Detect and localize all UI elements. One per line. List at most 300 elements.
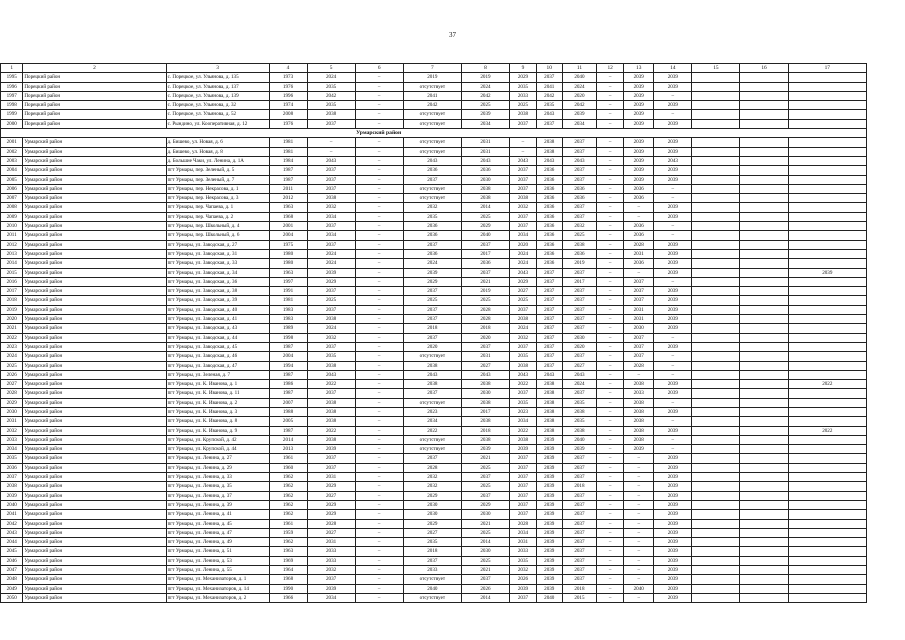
table-cell: 2038	[536, 389, 562, 398]
table-cell: 2039	[624, 73, 654, 82]
table-cell: 2030	[461, 175, 509, 184]
table-cell: –	[597, 463, 624, 472]
table-cell	[788, 463, 866, 472]
table-cell: пгт Урмары, ул. Заводская, д. 46	[166, 352, 269, 361]
table-cell	[692, 426, 740, 435]
table-row	[1, 584, 867, 593]
table-row	[1, 435, 867, 444]
table-cell: пгт Урмары, ул. Заводская, д. 36	[166, 277, 269, 286]
table-cell	[788, 473, 866, 482]
table-cell: 2039	[654, 342, 692, 351]
table-cell	[740, 305, 788, 314]
table-cell: 2037	[510, 593, 537, 602]
table-cell: –	[597, 593, 624, 602]
table-cell	[740, 342, 788, 351]
table-row	[1, 491, 867, 500]
table-cell: –	[597, 231, 624, 240]
table-cell: отсутствует	[403, 184, 461, 193]
table-row	[1, 510, 867, 519]
table-cell: –	[355, 101, 403, 110]
table-cell: 2043	[562, 370, 597, 379]
table-cell: 2039	[654, 566, 692, 575]
page-number: 37	[449, 31, 456, 39]
table-cell: –	[355, 147, 403, 156]
table-cell: 2038	[624, 435, 654, 444]
table-cell: 2037	[536, 119, 562, 128]
table-cell: пгт Урмары, ул. К. Иванова, д. 3	[166, 407, 269, 416]
table-cell: 2043	[536, 370, 562, 379]
table-cell: –	[624, 538, 654, 547]
table-cell: –	[624, 482, 654, 491]
table-cell: 2038	[536, 380, 562, 389]
table-cell	[740, 333, 788, 342]
table-cell	[740, 82, 788, 91]
table-cell: 2029	[510, 73, 537, 82]
table-cell: Урмарский район	[23, 156, 166, 165]
table-row	[1, 389, 867, 398]
table-cell: –	[654, 445, 692, 454]
table-cell: пгт Урмары, ул. Зеленая, д. 7	[166, 370, 269, 379]
table-row	[1, 575, 867, 584]
table-cell: 2026	[1, 370, 23, 379]
table-cell: 2038	[510, 110, 537, 119]
table-cell: 2036	[536, 212, 562, 221]
table-cell	[692, 407, 740, 416]
table-cell	[692, 240, 740, 249]
table-cell: 2038	[510, 435, 537, 444]
table-row	[1, 380, 867, 389]
table-cell: 2032	[403, 482, 461, 491]
table-cell: 2037	[307, 240, 355, 249]
table-cell: 2043	[510, 156, 537, 165]
table-cell: Урмарский район	[23, 305, 166, 314]
table-cell	[692, 370, 740, 379]
table-cell	[740, 584, 788, 593]
table-row	[1, 101, 867, 110]
table-cell: 1963	[269, 268, 307, 277]
table-cell: 2039	[461, 110, 509, 119]
table-cell: Урмарский район	[23, 231, 166, 240]
table-cell: 2031	[307, 538, 355, 547]
table-cell: 2027	[307, 491, 355, 500]
table-cell: 2025	[403, 296, 461, 305]
table-cell: 2037	[510, 491, 537, 500]
table-cell: Урмарский район	[23, 249, 166, 258]
table-cell: Урмарский район	[23, 203, 166, 212]
table-cell	[788, 212, 866, 221]
table-cell: –	[597, 212, 624, 221]
table-cell: пгт Урмары, ул. Ленина, д. 27	[166, 454, 269, 463]
table-cell: –	[597, 566, 624, 575]
table-cell: 13	[624, 64, 654, 73]
table-cell: 2003	[1, 156, 23, 165]
table-row	[1, 528, 867, 537]
table-cell: 2024	[1, 352, 23, 361]
table-cell	[788, 342, 866, 351]
table-cell: пгт Урмары, ул. Заводская, д. 44	[166, 333, 269, 342]
table-cell: 2039	[654, 175, 692, 184]
table-cell	[740, 538, 788, 547]
table-cell: 1959	[269, 528, 307, 537]
table-cell: 2018	[1, 296, 23, 305]
table-cell: Урмарский район	[23, 147, 166, 156]
table-row	[1, 417, 867, 426]
table-cell: 2019	[461, 73, 509, 82]
table-cell: 2021	[1, 324, 23, 333]
table-cell: 2041	[403, 91, 461, 100]
table-cell	[692, 435, 740, 444]
table-cell: 12	[597, 64, 624, 73]
table-cell: 2002	[1, 147, 23, 156]
table-cell: Урмарский район	[23, 538, 166, 547]
table-cell: –	[654, 222, 692, 231]
table-cell: Порецкий район	[23, 101, 166, 110]
table-row	[1, 268, 867, 277]
table-cell: 2042	[461, 91, 509, 100]
table-cell: 2012	[1, 240, 23, 249]
table-cell: Урмарский район	[23, 175, 166, 184]
table-cell: Урмарский район	[23, 584, 166, 593]
table-cell: –	[654, 110, 692, 119]
table-cell	[740, 500, 788, 509]
table-cell: Порецкий район	[23, 73, 166, 82]
table-cell: 2036	[1, 463, 23, 472]
table-cell	[740, 212, 788, 221]
table-cell: 2036	[536, 184, 562, 193]
table-cell	[692, 212, 740, 221]
table-cell: –	[355, 138, 403, 147]
table-cell: 2039	[536, 445, 562, 454]
table-cell: 2018	[461, 324, 509, 333]
table-cell: 1990	[269, 584, 307, 593]
table-cell: –	[355, 370, 403, 379]
table-cell: 2039	[624, 101, 654, 110]
table-row	[1, 222, 867, 231]
table-cell: с. Порецкое, ул. Ульянова, д. 32	[166, 101, 269, 110]
table-cell	[788, 156, 866, 165]
table-cell	[788, 324, 866, 333]
table-row	[1, 473, 867, 482]
table-cell: 2029	[1, 398, 23, 407]
table-cell: 2004	[1, 166, 23, 175]
table-cell: 2039	[624, 147, 654, 156]
table-cell: 2036	[536, 175, 562, 184]
table-cell	[740, 519, 788, 528]
table-cell: 2022	[1, 333, 23, 342]
table-cell: –	[597, 482, 624, 491]
table-cell	[692, 361, 740, 370]
table-cell: 2039	[536, 556, 562, 565]
table-cell: 2036	[536, 249, 562, 258]
table-cell: 2049	[1, 584, 23, 593]
table-cell: 1969	[269, 556, 307, 565]
table-cell: –	[624, 473, 654, 482]
table-row	[1, 407, 867, 416]
table-cell: 2018	[403, 547, 461, 556]
table-cell: –	[597, 147, 624, 156]
table-cell: –	[355, 240, 403, 249]
table-cell: Урмарский район	[23, 547, 166, 556]
table-cell: 2020	[461, 333, 509, 342]
table-row	[1, 82, 867, 91]
table-cell: 1975	[269, 240, 307, 249]
table-cell: 2030	[403, 510, 461, 519]
table-cell: 2020	[1, 315, 23, 324]
table-cell: 2034	[403, 417, 461, 426]
table-cell	[788, 519, 866, 528]
table-cell	[740, 556, 788, 565]
table-cell: 2040	[403, 584, 461, 593]
table-cell: 2037	[403, 556, 461, 565]
table-cell: 2037	[562, 147, 597, 156]
table-cell: –	[597, 305, 624, 314]
table-cell	[740, 147, 788, 156]
table-cell: 2039	[654, 166, 692, 175]
table-cell: пгт Урмары, ул. Заводская, д. 39	[166, 296, 269, 305]
table-cell: –	[597, 287, 624, 296]
table-cell	[788, 454, 866, 463]
table-cell: 2037	[562, 463, 597, 472]
table-cell: 2036	[461, 259, 509, 268]
table-cell	[740, 510, 788, 519]
table-cell	[788, 482, 866, 491]
table-cell: –	[597, 491, 624, 500]
table-cell: 2037	[510, 222, 537, 231]
table-cell: 2029	[403, 277, 461, 286]
table-cell: 2039	[654, 119, 692, 128]
table-cell: 2041	[1, 510, 23, 519]
table-cell: пгт Урмары, ул. Механизаторов, д. 2	[166, 593, 269, 602]
table-cell: 2031	[461, 138, 509, 147]
table-cell: 2037	[510, 305, 537, 314]
table-cell: –	[355, 231, 403, 240]
table-cell: 2038	[536, 147, 562, 156]
table-cell: 2001	[1, 138, 23, 147]
table-cell: 2037	[461, 240, 509, 249]
table-cell	[788, 361, 866, 370]
table-cell: 10	[536, 64, 562, 73]
table-cell: Урмарский район	[23, 463, 166, 472]
table-cell: пгт Урмары, ул. К. Иванова, д. 11	[166, 389, 269, 398]
table-cell: 2008	[269, 110, 307, 119]
table-cell: 2043	[562, 156, 597, 165]
table-cell: –	[597, 156, 624, 165]
table-cell: –	[355, 119, 403, 128]
table-cell: 2019	[461, 287, 509, 296]
table-cell: 2043	[536, 110, 562, 119]
table-cell: 2030	[461, 547, 509, 556]
table-cell: 2013	[269, 445, 307, 454]
table-cell: 2034	[562, 119, 597, 128]
table-cell: Урмарский район	[23, 342, 166, 351]
table-cell: 2035	[307, 352, 355, 361]
table-cell	[692, 249, 740, 258]
table-cell: 1981	[269, 296, 307, 305]
table-cell: –	[355, 296, 403, 305]
table-cell: 2012	[269, 194, 307, 203]
table-cell	[692, 222, 740, 231]
table-cell: –	[355, 389, 403, 398]
table-cell: Урмарский район	[23, 222, 166, 231]
table-cell: 2024	[403, 259, 461, 268]
table-cell: 1987	[269, 370, 307, 379]
table-cell	[740, 463, 788, 472]
table-cell: 2039	[654, 249, 692, 258]
table-row	[1, 91, 867, 100]
table-cell: –	[355, 407, 403, 416]
table-cell: 2043	[403, 156, 461, 165]
table-cell: –	[355, 342, 403, 351]
table-cell: 2039	[624, 445, 654, 454]
table-cell	[788, 305, 866, 314]
table-cell: –	[597, 119, 624, 128]
table-cell: –	[624, 593, 654, 602]
table-cell: 2037	[562, 166, 597, 175]
table-cell: 2019	[403, 73, 461, 82]
table-cell: 2022	[788, 426, 866, 435]
table-cell: 2037	[403, 240, 461, 249]
table-cell: 2024	[461, 82, 509, 91]
table-row	[1, 547, 867, 556]
table-cell: 2039	[1, 491, 23, 500]
table-cell: 1983	[269, 305, 307, 314]
table-cell	[788, 175, 866, 184]
table-cell: –	[355, 473, 403, 482]
table-cell: 2039	[654, 389, 692, 398]
table-cell	[692, 315, 740, 324]
table-cell: 2038	[461, 194, 509, 203]
table-cell: 2037	[461, 473, 509, 482]
table-cell: 2033	[307, 547, 355, 556]
table-cell: 2038	[536, 417, 562, 426]
table-cell: 2037	[1, 473, 23, 482]
table-cell: –	[355, 91, 403, 100]
table-cell: 2024	[510, 324, 537, 333]
table-cell: 11	[562, 64, 597, 73]
table-cell: пгт Урмары, ул. Ленина, д. 53	[166, 556, 269, 565]
table-cell: 2032	[403, 473, 461, 482]
table-cell: 2037	[562, 528, 597, 537]
table-cell: 2027	[461, 361, 509, 370]
table-cell: 1976	[269, 82, 307, 91]
table-row	[1, 296, 867, 305]
table-cell: 1962	[269, 500, 307, 509]
table-cell: 2043	[307, 156, 355, 165]
table-cell: 2014	[461, 203, 509, 212]
table-cell: –	[654, 91, 692, 100]
table-cell: 2036	[536, 203, 562, 212]
table-cell: 2038	[461, 417, 509, 426]
table-cell: 2037	[562, 575, 597, 584]
table-cell: 2038	[307, 361, 355, 370]
table-cell: Урмарский район	[23, 352, 166, 361]
table-cell: 2029	[461, 500, 509, 509]
table-cell: –	[597, 473, 624, 482]
table-cell	[740, 417, 788, 426]
table-cell: –	[597, 342, 624, 351]
table-cell: пгт Урмары, пер. Некрасова, д. 1	[166, 184, 269, 193]
table-cell: –	[597, 249, 624, 258]
table-cell: 2014	[461, 593, 509, 602]
table-cell: 2040	[562, 73, 597, 82]
table-row	[1, 566, 867, 575]
table-cell: 16	[740, 64, 788, 73]
table-cell: 4	[269, 64, 307, 73]
table-cell: 2	[23, 64, 166, 73]
table-cell: отсутствует	[403, 352, 461, 361]
table-cell: 2037	[307, 463, 355, 472]
table-row	[1, 305, 867, 314]
table-cell: 2038	[624, 417, 654, 426]
table-cell: 2036	[403, 231, 461, 240]
table-cell: 1961	[269, 519, 307, 528]
table-row	[1, 463, 867, 472]
table-cell: 2039	[654, 473, 692, 482]
table-cell	[740, 547, 788, 556]
table-cell: 2038	[307, 110, 355, 119]
table-cell: –	[355, 184, 403, 193]
table-cell: 1966	[269, 593, 307, 602]
table-cell: отсутствует	[403, 445, 461, 454]
table-cell	[788, 91, 866, 100]
table-cell: –	[597, 389, 624, 398]
table-cell: 2026	[510, 575, 537, 584]
table-cell: 1987	[269, 342, 307, 351]
table-cell: 2042	[403, 101, 461, 110]
table-cell: 2037	[562, 296, 597, 305]
table-cell: Урмарский район	[23, 575, 166, 584]
table-cell	[740, 315, 788, 324]
table-cell: отсутствует	[403, 398, 461, 407]
table-cell: Урмарский район	[23, 166, 166, 175]
table-cell: 2048	[1, 575, 23, 584]
table-cell: 2004	[269, 231, 307, 240]
table-cell: 2037	[510, 454, 537, 463]
table-cell	[740, 426, 788, 435]
table-cell	[740, 231, 788, 240]
table-cell: 2034	[307, 212, 355, 221]
table-cell: –	[597, 454, 624, 463]
table-cell: 2037	[624, 287, 654, 296]
table-cell: 2024	[307, 259, 355, 268]
table-cell	[788, 417, 866, 426]
table-cell: 2039	[536, 510, 562, 519]
table-cell: 2037	[562, 491, 597, 500]
table-cell: 2032	[510, 203, 537, 212]
table-cell: 2037	[510, 473, 537, 482]
table-cell: 2024	[562, 82, 597, 91]
table-cell: 2023	[510, 407, 537, 416]
table-row	[1, 119, 867, 128]
table-cell: пгт Урмары, ул. Заводская, д. 34	[166, 268, 269, 277]
table-cell: пгт Урмары, ул. К. Иванова, д. 2	[166, 398, 269, 407]
table-cell	[740, 528, 788, 537]
table-cell: 2050	[1, 593, 23, 602]
table-cell	[788, 287, 866, 296]
table-cell: 2037	[562, 305, 597, 314]
table-cell: –	[355, 435, 403, 444]
table-cell	[788, 510, 866, 519]
table-cell: 1974	[269, 101, 307, 110]
table-cell: пгт Урмары, ул. Ленина, д. 55	[166, 566, 269, 575]
table-cell	[788, 407, 866, 416]
table-cell: 2025	[461, 101, 509, 110]
table-cell: –	[355, 156, 403, 165]
table-cell: 2032	[307, 203, 355, 212]
table-cell: 2000	[1, 119, 23, 128]
table-cell: 2043	[510, 370, 537, 379]
table-cell: –	[654, 352, 692, 361]
